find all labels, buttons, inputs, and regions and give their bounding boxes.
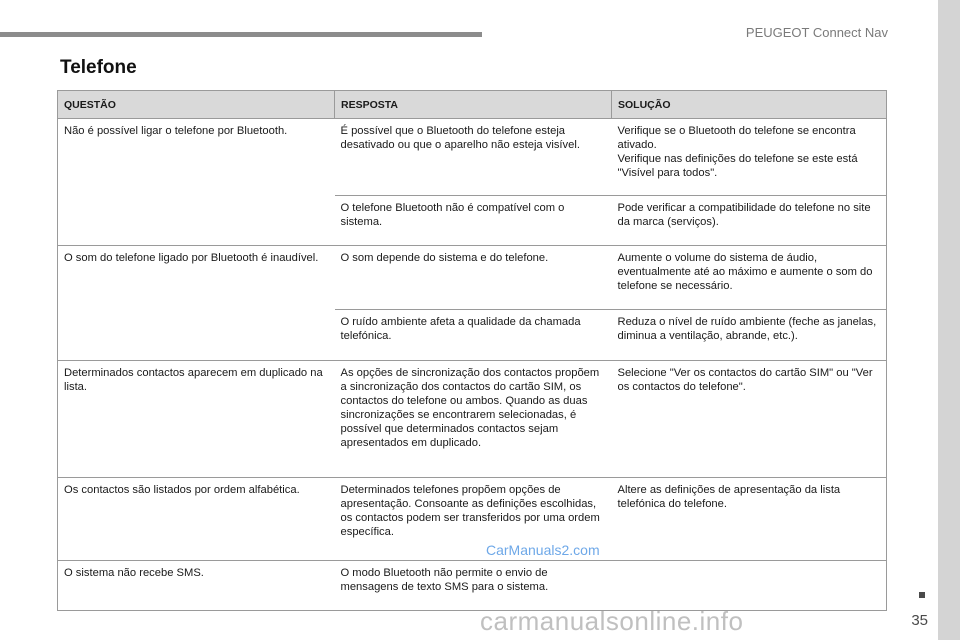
table-row bbox=[58, 561, 887, 611]
answer-cell: As opções de sincronização dos contactos propõem a sincronização dos contactos do cartão SIM, os contactos do telefone ou ambos. Quando as duas sincronizações se encontrarem selecionadas, é possível que determinados contactos sejam apresentados em duplicado. bbox=[335, 361, 612, 478]
column-header-answer: RESPOSTA bbox=[335, 91, 612, 119]
answer-cell: O modo Bluetooth não permite o envio de mensagens de texto SMS para o sistema. bbox=[335, 561, 612, 611]
answer-cell: O ruído ambiente afeta a qualidade da chamada telefónica. bbox=[335, 310, 612, 361]
watermark-link[interactable]: CarManuals2.com bbox=[486, 542, 600, 558]
header-title: PEUGEOT Connect Nav bbox=[745, 25, 888, 40]
table-row bbox=[58, 478, 887, 561]
solution-cell: Pode verificar a compatibilidade do telefone no site da marca (serviços). bbox=[612, 196, 887, 246]
solution-cell bbox=[612, 561, 887, 611]
question-cell: Não é possível ligar o telefone por Bluetooth. bbox=[58, 119, 335, 246]
header-rule bbox=[0, 32, 482, 37]
solution-cell: Reduza o nível de ruído ambiente (feche as janelas, diminua a ventilação, abrande, etc.). bbox=[612, 310, 887, 361]
solution-cell: Selecione "Ver os contactos do cartão SIM" ou "Ver os contactos do telefone". bbox=[612, 361, 887, 478]
answer-cell: É possível que o Bluetooth do telefone esteja desativado ou que o aparelho não esteja visível. bbox=[335, 119, 612, 196]
column-header-question: QUESTÃO bbox=[58, 91, 335, 119]
page-number: 35 bbox=[911, 612, 928, 629]
question-cell: Determinados contactos aparecem em duplicado na lista. bbox=[58, 361, 335, 478]
page-marker-icon bbox=[919, 592, 925, 598]
table-row bbox=[58, 361, 887, 478]
troubleshooting-table bbox=[57, 90, 887, 611]
answer-cell: O telefone Bluetooth não é compatível com o sistema. bbox=[335, 196, 612, 246]
answer-cell: Determinados telefones propõem opções de apresentação. Consoante as definições escolhidas, os contactos podem ser transferidos por uma ordem específica. bbox=[335, 478, 612, 561]
table-header-row bbox=[58, 91, 887, 119]
page-edge-bar bbox=[938, 0, 960, 640]
table-row bbox=[58, 119, 887, 196]
solution-cell: Aumente o volume do sistema de áudio, eventualmente até ao máximo e aumente o som do telefone se necessário. bbox=[612, 246, 887, 310]
question-cell: O som do telefone ligado por Bluetooth é inaudível. bbox=[58, 246, 335, 361]
page-title: Telefone bbox=[60, 57, 137, 78]
table-row bbox=[58, 246, 887, 310]
question-cell: Os contactos são listados por ordem alfabética. bbox=[58, 478, 335, 561]
answer-cell: O som depende do sistema e do telefone. bbox=[335, 246, 612, 310]
question-cell: O sistema não recebe SMS. bbox=[58, 561, 335, 611]
footer-watermark: carmanualsonline.info bbox=[480, 606, 744, 636]
solution-text: Verifique se o Bluetooth do telefone se encontra ativado. Verifique nas definições do telefone se este está "Visível para todos". bbox=[617, 125, 858, 179]
solution-cell bbox=[612, 119, 887, 196]
solution-cell: Altere as definições de apresentação da lista telefónica do telefone. bbox=[612, 478, 887, 561]
column-header-solution: SOLUÇÃO bbox=[612, 91, 887, 119]
